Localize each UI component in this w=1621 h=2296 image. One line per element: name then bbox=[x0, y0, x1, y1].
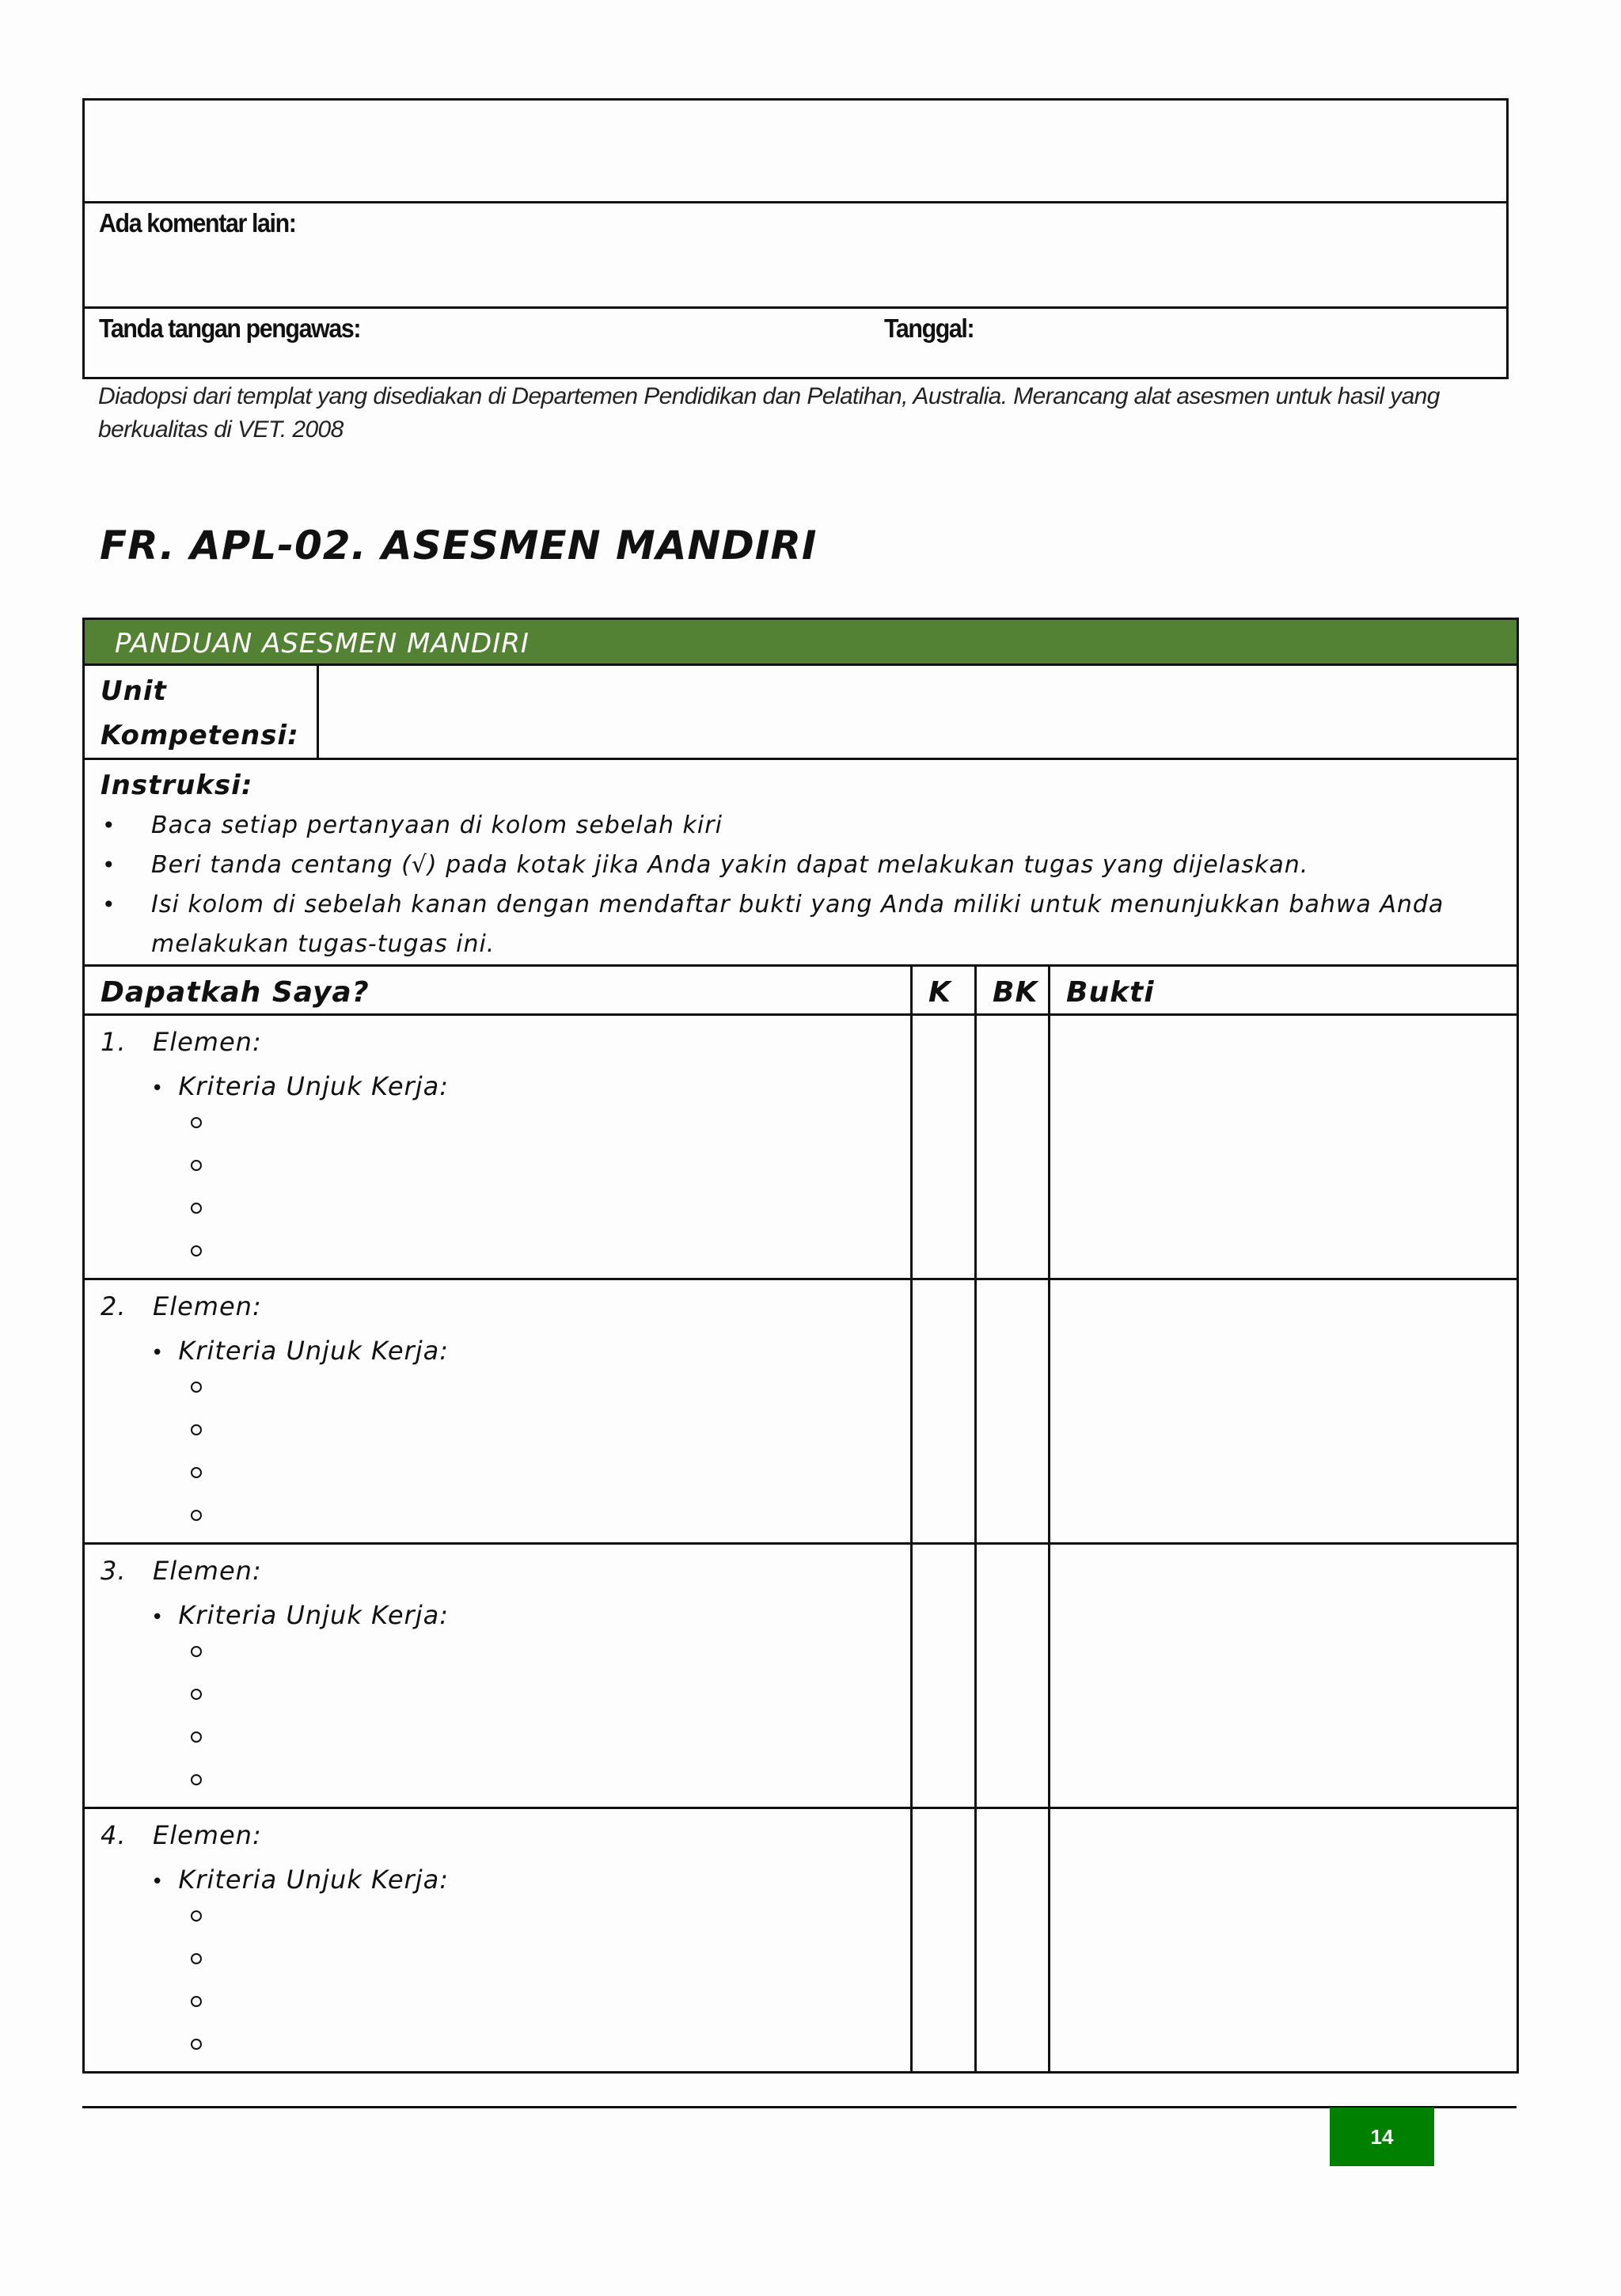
element-cell bbox=[84, 1544, 912, 1808]
circle-bullet-icon bbox=[191, 1467, 202, 1478]
bk-checkbox-cell[interactable] bbox=[976, 1279, 1050, 1544]
circle-bullet-icon bbox=[191, 1424, 202, 1435]
criteria-line bbox=[151, 1600, 449, 1630]
panduan-header bbox=[84, 619, 1518, 665]
circle-bullet-icon bbox=[191, 1510, 202, 1521]
instruction-text: Isi kolom di sebelah kanan dengan mendaftar bukti yang Anda miliki untuk menunjukkan bahwa Anda melakukan tugas-tugas ini. bbox=[151, 891, 1444, 958]
blank-field[interactable] bbox=[85, 101, 1506, 203]
circle-bullet-icon bbox=[191, 2039, 202, 2050]
bukti-field[interactable] bbox=[1050, 1279, 1518, 1544]
element-cell bbox=[84, 1015, 912, 1279]
col-bk bbox=[976, 966, 1050, 1015]
adopted-note: Diadopsi dari templat yang disediakan di Departemen Pendidikan dan Pelatihan, Australia. Merancang alat asesmen untuk hasil yang berkualitas di VET. 2008 bbox=[98, 383, 1440, 443]
bk-checkbox-cell[interactable] bbox=[976, 1015, 1050, 1279]
sub-bullets bbox=[191, 1910, 202, 2081]
table-header-row bbox=[84, 619, 1518, 665]
bk-checkbox-cell[interactable] bbox=[976, 1808, 1050, 2073]
element-label: Elemen: bbox=[153, 1291, 262, 1321]
col-bukti bbox=[1050, 966, 1518, 1015]
unit-label-line1: Unit bbox=[101, 675, 167, 707]
bk-checkbox-cell[interactable] bbox=[976, 1544, 1050, 1808]
circle-bullet-icon bbox=[191, 1203, 202, 1214]
element-number: 1. bbox=[101, 1027, 127, 1057]
unit-label-line2: Kompetensi: bbox=[101, 720, 299, 751]
element-line bbox=[101, 1291, 262, 1321]
comments-label: Ada komentar lain: bbox=[99, 208, 296, 238]
element-label: Elemen: bbox=[153, 1820, 262, 1850]
circle-bullet-icon bbox=[191, 1160, 202, 1171]
bukti-field[interactable] bbox=[1050, 1544, 1518, 1808]
bullet-icon: • bbox=[102, 891, 116, 918]
bullet-icon: • bbox=[102, 852, 116, 878]
col-k-text: K bbox=[928, 976, 951, 1009]
instruction-text: Beri tanda centang (√) pada kotak jika Anda yakin dapat melakukan tugas yang dijelaskan. bbox=[151, 851, 1309, 879]
col-bk-text: BK bbox=[993, 976, 1038, 1009]
unit-label bbox=[84, 665, 318, 759]
instruction-text: Baca setiap pertanyaan di kolom sebelah kiri bbox=[151, 812, 723, 839]
k-checkbox-cell[interactable] bbox=[912, 1808, 976, 2073]
element-line bbox=[101, 1556, 262, 1586]
sub-bullets bbox=[191, 1117, 202, 1288]
element-number: 3. bbox=[101, 1556, 127, 1586]
bukti-field[interactable] bbox=[1050, 1808, 1518, 2073]
circle-bullet-icon bbox=[191, 1910, 202, 1922]
element-line bbox=[101, 1820, 262, 1850]
circle-bullet-icon bbox=[191, 1689, 202, 1700]
circle-bullet-icon bbox=[191, 1646, 202, 1657]
criteria-label: Kriteria Unjuk Kerja: bbox=[178, 1071, 449, 1101]
sub-bullets bbox=[191, 1646, 202, 1817]
panduan-header-text: PANDUAN ASESMEN MANDIRI bbox=[115, 628, 530, 660]
circle-bullet-icon bbox=[191, 1382, 202, 1393]
element-label: Elemen: bbox=[153, 1556, 262, 1586]
bullet-icon: • bbox=[102, 812, 116, 838]
criteria-label: Kriteria Unjuk Kerja: bbox=[178, 1336, 449, 1366]
page-number-badge: 14 bbox=[1330, 2108, 1434, 2166]
instructions-row bbox=[84, 759, 1518, 966]
circle-bullet-icon bbox=[191, 1774, 202, 1785]
circle-bullet-icon bbox=[191, 1245, 202, 1256]
signature-row bbox=[85, 309, 1506, 377]
circle-bullet-icon bbox=[191, 1953, 202, 1964]
bullet-icon: • bbox=[151, 1341, 165, 1365]
criteria-label: Kriteria Unjuk Kerja: bbox=[178, 1865, 449, 1895]
supervisor-form bbox=[82, 98, 1509, 379]
bullet-icon: • bbox=[151, 1077, 165, 1100]
element-number: 4. bbox=[101, 1820, 127, 1850]
k-checkbox-cell[interactable] bbox=[912, 1015, 976, 1279]
list-item bbox=[102, 885, 1517, 964]
bullet-icon: • bbox=[151, 1606, 165, 1629]
bullet-icon: • bbox=[151, 1870, 165, 1894]
bukti-field[interactable] bbox=[1050, 1015, 1518, 1279]
table-row bbox=[84, 1808, 1518, 2073]
criteria-label: Kriteria Unjuk Kerja: bbox=[178, 1600, 449, 1630]
element-cell bbox=[84, 1279, 912, 1544]
criteria-line bbox=[151, 1865, 449, 1895]
table-row bbox=[84, 1544, 1518, 1808]
instructions-cell bbox=[84, 759, 1518, 966]
col-bukti-text: Bukti bbox=[1066, 976, 1155, 1009]
col-question-text: Dapatkah Saya? bbox=[101, 976, 370, 1009]
list-item bbox=[102, 846, 1517, 885]
k-checkbox-cell[interactable] bbox=[912, 1544, 976, 1808]
circle-bullet-icon bbox=[191, 1996, 202, 2007]
criteria-line bbox=[151, 1336, 449, 1366]
table-row bbox=[84, 1279, 1518, 1544]
instructions-title: Instruksi: bbox=[101, 770, 253, 801]
col-question bbox=[84, 966, 912, 1015]
self-assessment-table bbox=[82, 618, 1519, 2074]
unit-row bbox=[84, 665, 1518, 759]
footer-divider bbox=[82, 2106, 1517, 2108]
circle-bullet-icon bbox=[191, 1732, 202, 1743]
table-row bbox=[84, 1015, 1518, 1279]
element-cell bbox=[84, 1808, 912, 2073]
k-checkbox-cell[interactable] bbox=[912, 1279, 976, 1544]
sub-bullets bbox=[191, 1382, 202, 1553]
circle-bullet-icon bbox=[191, 1117, 202, 1128]
element-line bbox=[101, 1027, 262, 1057]
element-label: Elemen: bbox=[153, 1027, 262, 1057]
col-k bbox=[912, 966, 976, 1015]
unit-field[interactable] bbox=[318, 665, 1518, 759]
form-title: FR. APL-02. ASESMEN MANDIRI bbox=[100, 523, 818, 568]
date-label: Tanggal: bbox=[884, 314, 974, 343]
list-item bbox=[102, 806, 1517, 846]
element-number: 2. bbox=[101, 1291, 127, 1321]
comments-field[interactable] bbox=[85, 203, 1506, 309]
signature-label: Tanda tangan pengawas: bbox=[99, 314, 361, 343]
criteria-line bbox=[151, 1071, 449, 1101]
column-header-row bbox=[84, 966, 1518, 1015]
instructions-list bbox=[85, 806, 1517, 964]
